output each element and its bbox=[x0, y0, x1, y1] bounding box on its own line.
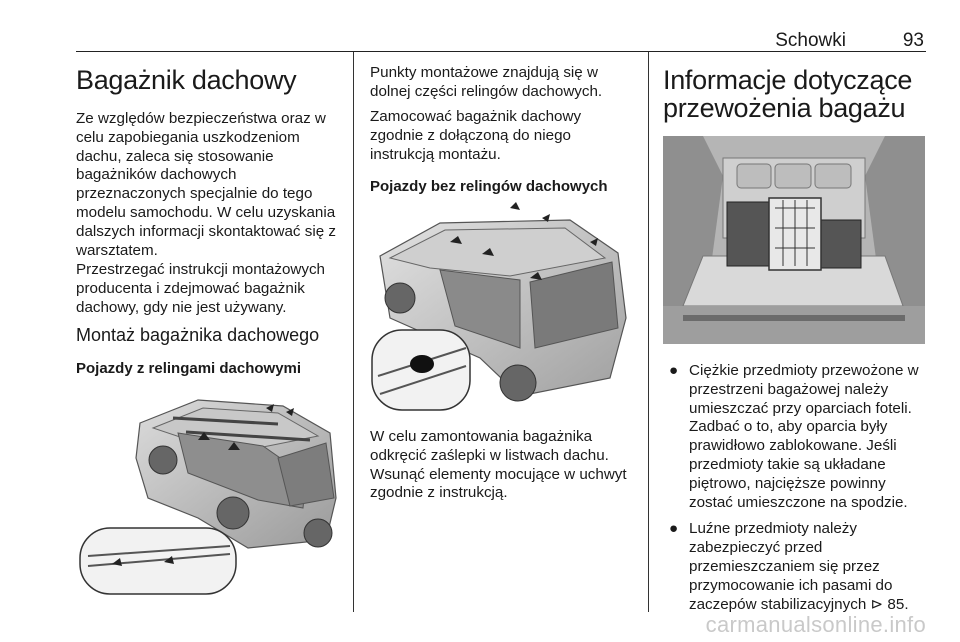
bullet-icon: ● bbox=[669, 362, 679, 379]
cargo-area-illustration bbox=[663, 136, 925, 344]
luggage-info-title: Informacje dotyczące przewożenia bagażu bbox=[663, 65, 913, 123]
watermark-text: carmanualsonline.info bbox=[705, 612, 926, 637]
column-divider-2 bbox=[648, 52, 649, 612]
bullet-text: Ciężkie przedmioty przewożone w przestrzeni bagażowej należy umieszczać przy oparciach foteli. Zadbać o to, aby oparcia były prawidłowo zablokowane. Jeśli przedmioty takie są układane piętrowo, najcięższe powinny zostać umieszczone na spodzie. bbox=[689, 362, 919, 511]
mounting-points-text: Punkty montażowe znajdują się w dolnej części relingów dachowych. bbox=[370, 64, 603, 100]
bullet-text: Luźne przedmioty należy zabezpieczyć przed przemieszczaniem się przez przymocowanie ich pasami do zaczepów stabilizacyjnych ⊳ 85. bbox=[689, 520, 909, 613]
list-item bbox=[663, 520, 931, 614]
car-with-roof-rails-illustration bbox=[78, 388, 340, 598]
car-without-roof-rails-illustration bbox=[370, 198, 632, 414]
list-item bbox=[663, 362, 931, 512]
mounting-subtitle: Montaż bagażnika dachowego bbox=[76, 325, 320, 345]
column-3 bbox=[663, 52, 931, 613]
mounting-instruction-text: Zamocować bagażnik dachowy zgodnie z dołączoną do niego instrukcją montażu. bbox=[370, 108, 582, 163]
column-divider-1 bbox=[353, 52, 354, 612]
with-rails-subtitle: Pojazdy z relingami dachowymi bbox=[76, 360, 302, 377]
bullet-icon: ● bbox=[669, 520, 679, 538]
roof-rack-intro: Ze względów bezpieczeństwa oraz w celu zapobiegania uszkodzeniom dachu, zaleca się stosowanie bagażników dachowych przeznaczonych specjalnie do tego modelu samochodu. W celu uzyskania dalszych informacji skontaktować się z warsztatem. bbox=[76, 110, 336, 259]
without-rails-subtitle: Pojazdy bez relingów dachowych bbox=[370, 178, 608, 195]
without-rails-instructions: W celu zamontowania bagażnika odkręcić zaślepki w listwach dachu. Wsunąć elementy mocujące w uchwyt zgodnie z instrukcją. bbox=[370, 428, 627, 502]
roof-rack-title: Bagażnik dachowy bbox=[76, 65, 297, 95]
column-1 bbox=[76, 52, 344, 377]
roof-rack-instructions: Przestrzegać instrukcji montażowych producenta i zdejmować bagażnik dachowy, gdy nie jest używany. bbox=[76, 261, 325, 316]
page-number: 93 bbox=[902, 30, 924, 51]
section-title: Schowki bbox=[775, 30, 846, 51]
luggage-bullet-list bbox=[663, 362, 931, 614]
